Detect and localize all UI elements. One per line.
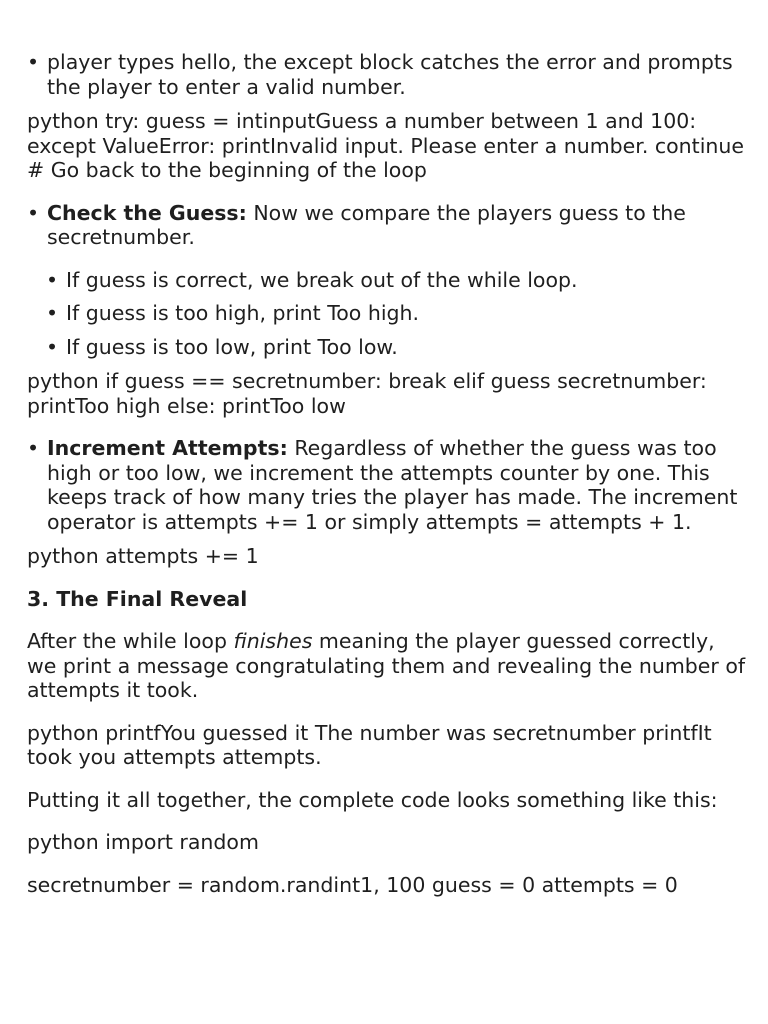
code-import-paragraph: python import random: [27, 830, 259, 854]
list-item: [46, 301, 746, 326]
list-item-text: If guess is too low, print Too low.: [66, 334, 398, 359]
list-item: [27, 50, 746, 99]
reveal-paragraph: [27, 629, 746, 703]
increment-label: Increment Attempts:: [47, 436, 288, 460]
reveal-emphasis: finishes: [233, 629, 313, 653]
together-paragraph: Putting it all together, the complete code looks something like this:: [27, 787, 718, 812]
list-player-types: [27, 50, 746, 99]
list-item: [46, 268, 746, 293]
list-item-text: player types hello, the except block catches the error and prompts the player to enter a valid number.: [47, 50, 733, 99]
code-attempts-paragraph: python attempts += 1: [27, 544, 259, 568]
check-guess-text: Now we compare the players guess to the secretnumber.: [47, 200, 686, 249]
code-if-paragraph: python if guess == secretnumber: break elif guess secretnumber: printToo high else: printToo low: [27, 369, 707, 418]
list-item-text: If guess is too high, print Too high.: [66, 301, 420, 325]
increment-text: Regardless of whether the guess was too high or too low, we increment the attempts counter by one. This keeps track of how many tries the player has made. The increment operator is attempts += 1 or simply attempts = attempts + 1.: [47, 436, 738, 534]
sublist-guess-cases: [46, 268, 746, 360]
code-try-paragraph: python try: guess = intinputGuess a number between 1 and 100: except ValueError: printInvalid input. Please enter a number. continue # Go back to the beginning of the loop: [27, 109, 744, 182]
list-increment: [27, 436, 746, 534]
reveal-text-after: meaning the player guessed correctly, we print a message congratulating them and revealing the number of attempts it took.: [27, 629, 746, 702]
list-check-guess: [27, 201, 746, 250]
list-item-increment: [27, 436, 746, 534]
reveal-text-before: After the while loop: [27, 629, 234, 653]
list-item-check-guess: [27, 201, 746, 250]
code-print-paragraph: python printfYou guessed it The number was secretnumber printfIt took you attempts attempts.: [27, 720, 712, 769]
code-secret-paragraph: secretnumber = random.randint1, 100 guess = 0 attempts = 0: [27, 872, 678, 897]
list-item: [46, 335, 746, 360]
check-guess-label: Check the Guess:: [47, 200, 247, 225]
list-item-text: If guess is correct, we break out of the while loop.: [66, 267, 578, 292]
section-heading: 3. The Final Reveal: [27, 586, 248, 611]
